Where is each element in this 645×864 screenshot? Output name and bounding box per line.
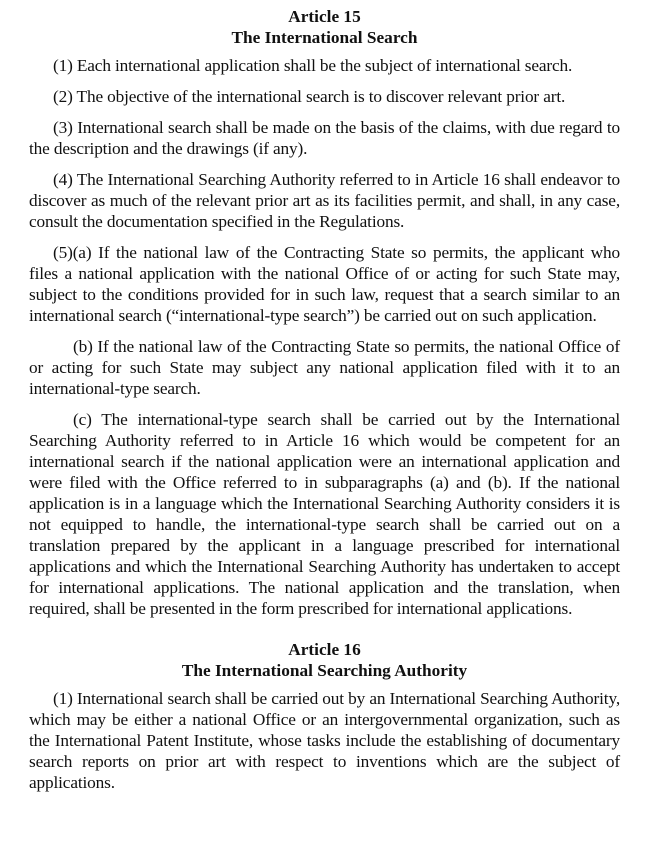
paragraph-16-1: (1) International search shall be carried out by an International Searching Authority, which may be either a national Office or an intergovernmental organization, such as the International Patent Institute, whose tasks include the establishing of documentary search reports on prior art with respect to inventions which are the subject of applications. [29, 689, 620, 792]
article-16 [29, 639, 620, 793]
article-heading [29, 6, 620, 48]
article-title: The International Search [231, 28, 418, 47]
article-heading [29, 639, 620, 681]
article-15 [29, 6, 620, 619]
paragraph-15-5a: (5)(a) If the national law of the Contracting State so permits, the applicant who files a national application with the national Office of or acting for such State may, subject to the conditions provided for in such law, request that a search similar to an international search (“international-type search”) be carried out on such application. [29, 243, 620, 325]
article-number: Article 16 [288, 640, 361, 659]
paragraph-15-5c: (c) The international-type search shall be carried out by the International Searching Authority referred to in Article 16 which would be competent for an international search if the national application were an international application and were filed with the Office referred to in subparagraphs (a) and (b). If the national application is in a language which the International Searching Authority considers it is not equipped to handle, the international-type search shall be carried out on a translation prepared by the applicant in a language prescribed for international applications and which the International Searching Authority has undertaken to accept for international applications. The national application and the translation, when required, shall be presented in the form prescribed for international applications. [29, 410, 620, 618]
paragraph-15-5b: (b) If the national law of the Contracting State so permits, the national Office of or acting for such State may subject any national application filed with it to an international-type search. [29, 337, 620, 398]
paragraph-15-3: (3) International search shall be made on the basis of the claims, with due regard to the description and the drawings (if any). [29, 118, 620, 158]
paragraph-15-2: (2) The objective of the international search is to discover relevant prior art. [53, 87, 566, 106]
article-number: Article 15 [288, 7, 361, 26]
paragraph-15-4: (4) The International Searching Authority referred to in Article 16 shall endeavor to discover as much of the relevant prior art as its facilities permit, and shall, in any case, consult the documentation specified in the Regulations. [29, 170, 620, 231]
article-title: The International Searching Authority [181, 661, 468, 680]
paragraph-15-1: (1) Each international application shall be the subject of international search. [53, 56, 573, 75]
